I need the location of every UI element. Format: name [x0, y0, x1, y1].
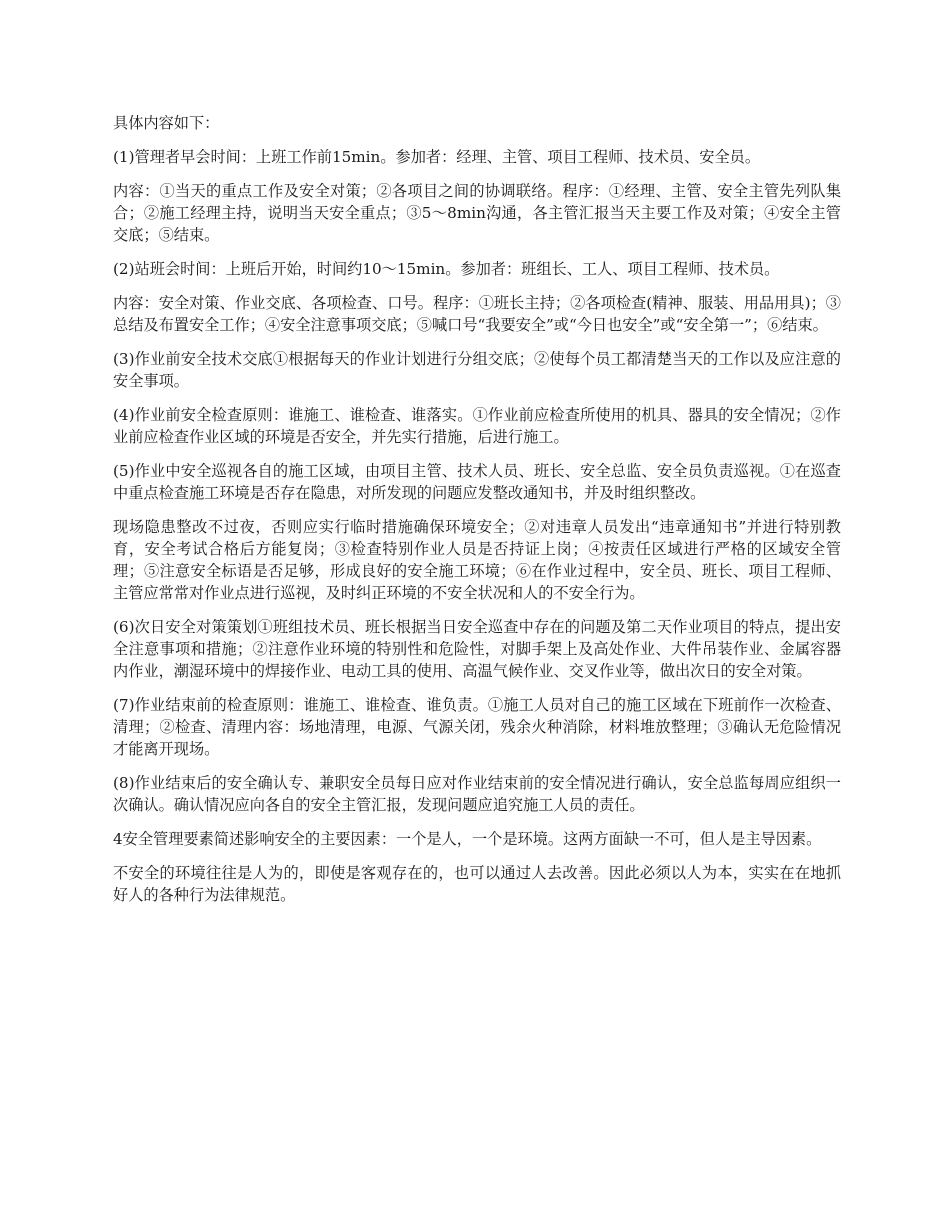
document-body — [113, 112, 841, 918]
paragraph-2-shift-meeting: (2)站班会时间：上班后开始，时间约10～15min。参加者：班组长、工人、项目工程师、技术员。 — [113, 260, 780, 278]
paragraph-4-pre-work-check: (4)作业前安全检查原则：谁施工、谁检查、谁落实。①作业前应检查所使用的机具、器具的安全情况；②作业前应检查作业区域的环境是否安全，并先实行措施，后进行施工。 — [113, 406, 841, 446]
paragraph-intro: 具体内容如下： — [113, 114, 220, 132]
paragraph-8-confirmation: (8)作业结束后的安全确认专、兼职安全员每日应对作业结束前的安全情况进行确认，安全总监每周应组织一次确认。确认情况应向各自的安全主管汇报，发现问题应追究施工人员的责任。 — [113, 774, 841, 814]
paragraph-5-rectification: 现场隐患整改不过夜，否则应实行临时措施确保环境安全；②对违章人员发出“违章通知书”并进行特别教育，安全考试合格后方能复岗；③检查特别作业人员是否持证上岗；④按责任区域进行严格的区域安全管理；⑤注意安全标语是否足够，形成良好的安全施工环境；⑥在作业过程中，安全员、班长、项目工程师、主管应常常对作业点进行巡视，及时纠正环境的不安全状况和人的不安全行为。 — [113, 518, 841, 602]
paragraph-7-end-check: (7)作业结束前的检查原则：谁施工、谁检查、谁负责。①施工人员对自己的施工区域在下班前作一次检查、清理；②检查、清理内容：场地清理，电源、气源关闭，残余火种消除，材料堆放整理；③确认无危险情况才能离开现场。 — [113, 696, 841, 758]
paragraph-1-morning-meeting: (1)管理者早会时间：上班工作前15min。参加者：经理、主管、项目工程师、技术员、安全员。 — [113, 148, 761, 166]
paragraph-2-content: 内容：安全对策、作业交底、各项检查、口号。程序：①班长主持；②各项检查(精神、服装、用品用具)；③总结及布置安全工作；④安全注意事项交底；⑤喊口号“我要安全”或“今日也安全”或“安全第一”；⑥结束。 — [113, 294, 841, 334]
paragraph-closing: 不安全的环境往往是人为的，即使是客观存在的，也可以通过人去改善。因此必须以人为本，实实在在地抓好人的各种行为法律规范。 — [113, 864, 841, 904]
paragraph-5-patrol: (5)作业中安全巡视各自的施工区域，由项目主管、技术人员、班长、安全总监、安全员负责巡视。①在巡查中重点检查施工环境是否存在隐患，对所发现的问题应发整改通知书，并及时组织整改。 — [113, 462, 841, 502]
paragraph-6-next-day-plan: (6)次日安全对策策划①班组技术员、班长根据当日安全巡查中存在的问题及第二天作业项目的特点，提出安全注意事项和措施；②注意作业环境的特别性和危险性，对脚手架上及高处作业、大件吊装作业、金属容器内作业，潮湿环境中的焊接作业、电动工具的使用、高温气候作业、交叉作业等，做出次日的安全对策。 — [113, 618, 841, 680]
paragraph-section-4: 4安全管理要素简述影响安全的主要因素：一个是人，一个是环境。这两方面缺一不可，但人是主导因素。 — [113, 830, 822, 848]
paragraph-3-safety-briefing: (3)作业前安全技术交底①根据每天的作业计划进行分组交底；②使每个员工都清楚当天的工作以及应注意的安全事项。 — [113, 350, 841, 390]
paragraph-1-content: 内容：①当天的重点工作及安全对策；②各项目之间的协调联络。程序：①经理、主管、安全主管先列队集合；②施工经理主持，说明当天安全重点；③5～8min沟通，各主管汇报当天主要工作及对策；④安全主管交底；⑤结束。 — [113, 182, 841, 244]
